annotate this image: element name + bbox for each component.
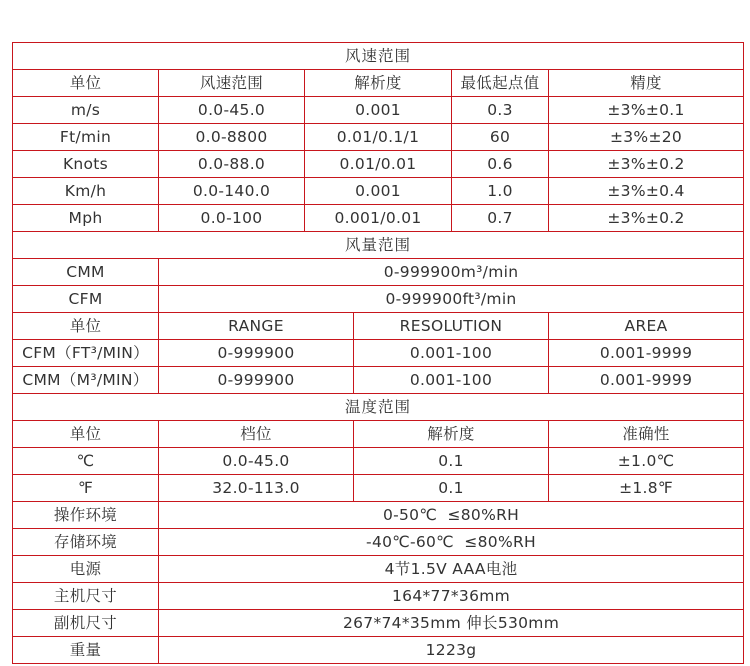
unit-cell: CFM（FT³/MIN） [13,340,159,367]
table-row [13,340,744,367]
column-header: 单位 [13,70,159,97]
wind-speed-title: 风速范围 [13,43,744,70]
spec-label: 操作环境 [13,502,159,529]
range-cell: 0.0-88.0 [159,151,305,178]
range-cell: 0-999900 [159,340,354,367]
range-cell: 32.0-113.0 [159,475,354,502]
range-cell: 0-999900 [159,367,354,394]
accuracy-cell: ±3%±20 [549,124,744,151]
range-cell: 0.0-140.0 [159,178,305,205]
wind-speed-header-row [13,70,744,97]
unit-cell: m/s [13,97,159,124]
accuracy-cell: ±1.8℉ [549,475,744,502]
threshold-cell: 60 [452,124,549,151]
spec-label: 重量 [13,637,159,664]
threshold-cell: 0.3 [452,97,549,124]
range-cell: 0-999900m³/min [159,259,744,286]
table-row [13,97,744,124]
unit-cell: CMM [13,259,159,286]
unit-cell: Mph [13,205,159,232]
air-volume-header-row [13,313,744,340]
range-cell: 0-999900ft³/min [159,286,744,313]
column-header: 最低起点值 [452,70,549,97]
accuracy-cell: ±1.0℃ [549,448,744,475]
temperature-header-row [13,421,744,448]
table-row [13,610,744,637]
spec-value: -40℃-60℃ ≤80%RH [159,529,744,556]
temperature-title: 温度范围 [13,394,744,421]
accuracy-cell: ±3%±0.1 [549,97,744,124]
column-header: 解析度 [305,70,452,97]
column-header: RESOLUTION [354,313,549,340]
threshold-cell: 0.7 [452,205,549,232]
resolution-cell: 0.001-100 [354,340,549,367]
air-volume-title-row [13,232,744,259]
table-row [13,529,744,556]
unit-cell: Ft/min [13,124,159,151]
range-cell: 0.0-8800 [159,124,305,151]
range-cell: 0.0-100 [159,205,305,232]
spec-value: 164*77*36mm [159,583,744,610]
column-header: 风速范围 [159,70,305,97]
table-row [13,583,744,610]
unit-cell: Knots [13,151,159,178]
resolution-cell: 0.1 [354,448,549,475]
temperature-title-row [13,394,744,421]
unit-cell: CMM（M³/MIN） [13,367,159,394]
spec-label: 副机尺寸 [13,610,159,637]
resolution-cell: 0.001 [305,97,452,124]
accuracy-cell: ±3%±0.4 [549,178,744,205]
table-row [13,502,744,529]
spec-value: 0-50℃ ≤80%RH [159,502,744,529]
column-header: 准确性 [549,421,744,448]
table-row [13,475,744,502]
resolution-cell: 0.01/0.1/1 [305,124,452,151]
table-row [13,178,744,205]
range-cell: 0.0-45.0 [159,97,305,124]
table-row [13,556,744,583]
wind-speed-title-row [13,43,744,70]
air-volume-title: 风量范围 [13,232,744,259]
spec-label: 电源 [13,556,159,583]
threshold-cell: 0.6 [452,151,549,178]
table-row [13,205,744,232]
accuracy-cell: ±3%±0.2 [549,205,744,232]
column-header: AREA [549,313,744,340]
column-header: 解析度 [354,421,549,448]
spec-value: 267*74*35mm 伸长530mm [159,610,744,637]
table-row [13,151,744,178]
resolution-cell: 0.01/0.01 [305,151,452,178]
spec-value: 1223g [159,637,744,664]
accuracy-cell: ±3%±0.2 [549,151,744,178]
unit-cell: ℃ [13,448,159,475]
resolution-cell: 0.1 [354,475,549,502]
table-row [13,124,744,151]
column-header: 单位 [13,313,159,340]
spec-table [12,42,744,664]
spec-label: 存储环境 [13,529,159,556]
resolution-cell: 0.001-100 [354,367,549,394]
table-row [13,448,744,475]
column-header: 档位 [159,421,354,448]
area-cell: 0.001-9999 [549,367,744,394]
table-row [13,637,744,664]
resolution-cell: 0.001/0.01 [305,205,452,232]
column-header: 精度 [549,70,744,97]
range-cell: 0.0-45.0 [159,448,354,475]
unit-cell: CFM [13,286,159,313]
threshold-cell: 1.0 [452,178,549,205]
area-cell: 0.001-9999 [549,340,744,367]
table-row [13,367,744,394]
spec-label: 主机尺寸 [13,583,159,610]
column-header: RANGE [159,313,354,340]
unit-cell: Km/h [13,178,159,205]
column-header: 单位 [13,421,159,448]
resolution-cell: 0.001 [305,178,452,205]
spec-value: 4节1.5V AAA电池 [159,556,744,583]
unit-cell: ℉ [13,475,159,502]
table-row [13,259,744,286]
table-row [13,286,744,313]
